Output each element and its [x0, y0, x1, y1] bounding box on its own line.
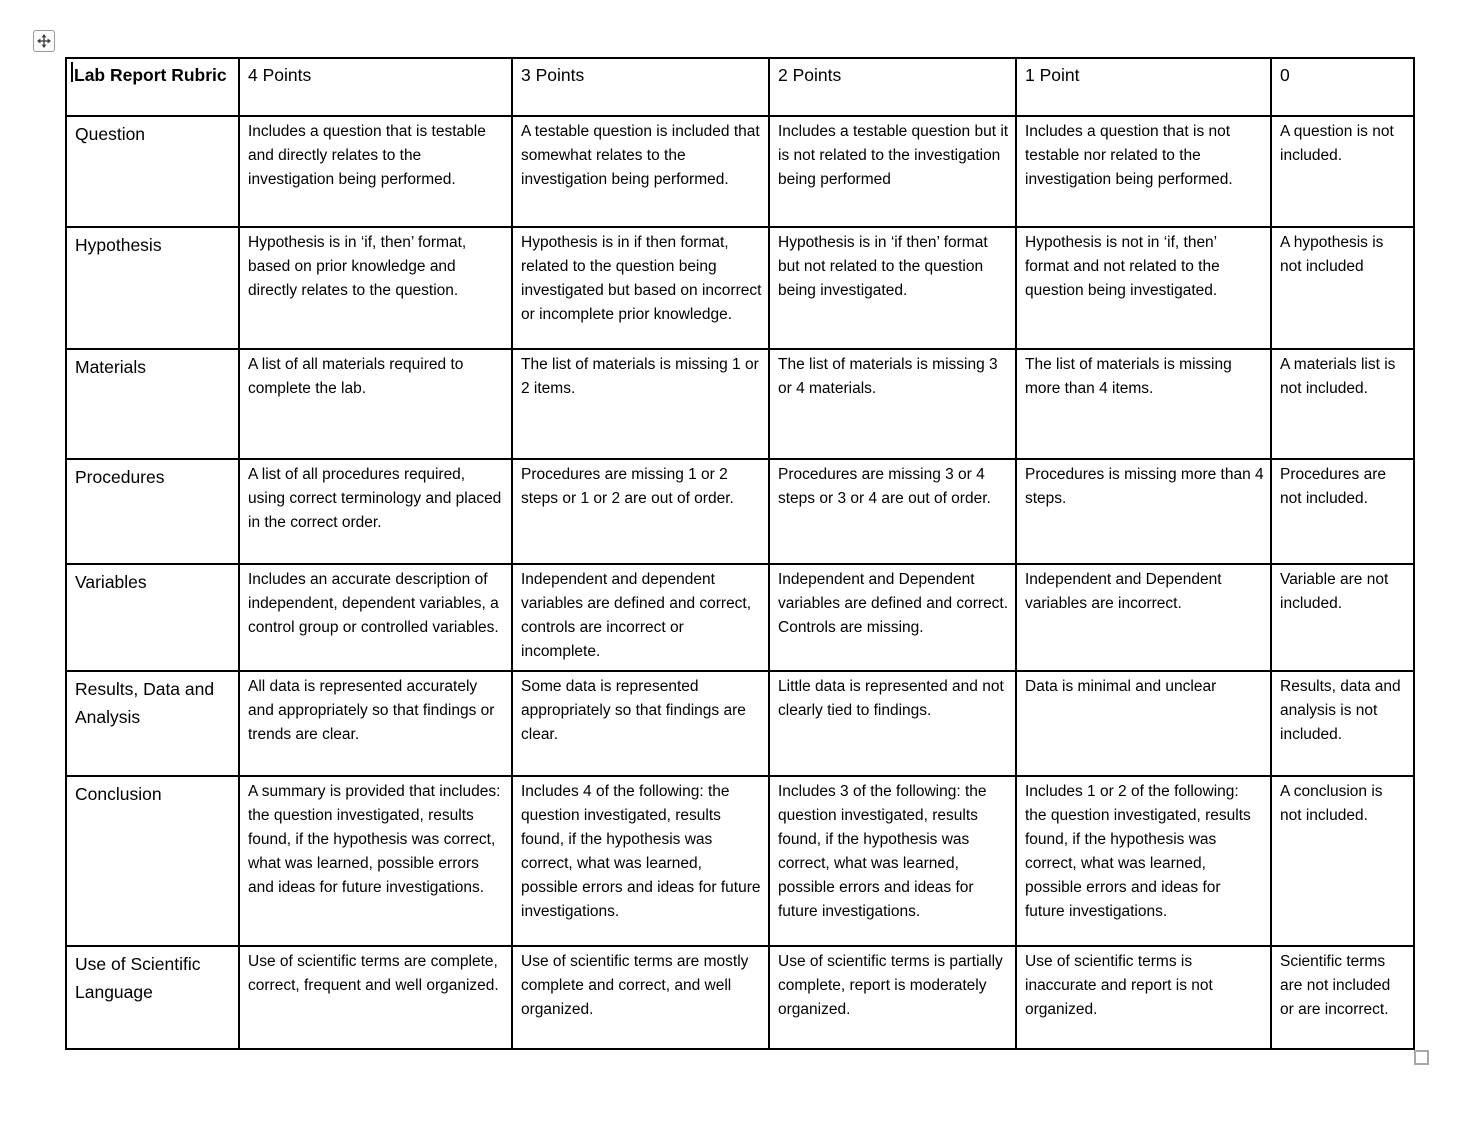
rubric-cell[interactable]: The list of materials is missing 1 or 2 items. [512, 349, 769, 459]
rubric-cell[interactable]: A list of all materials required to complete the lab. [239, 349, 512, 459]
table-row-materials [66, 349, 1414, 459]
rubric-cell[interactable]: Independent and Dependent variables are defined and correct. Controls are missing. [769, 564, 1016, 671]
lab-report-rubric-table [65, 57, 1415, 1050]
rubric-cell[interactable]: Includes a question that is testable and directly relates to the investigation being performed. [239, 116, 512, 227]
rubric-cell[interactable]: Hypothesis is in ‘if then’ format but not related to the question being investigated. [769, 227, 1016, 349]
rubric-cell[interactable]: Use of scientific terms is partially complete, report is moderately organized. [769, 946, 1016, 1049]
rubric-cell[interactable]: Includes a testable question but it is not related to the investigation being performed [769, 116, 1016, 227]
criterion-cell[interactable]: Results, Data and Analysis [66, 671, 239, 776]
rubric-cell[interactable]: Includes a question that is not testable nor related to the investigation being performed. [1016, 116, 1271, 227]
rubric-cell[interactable]: Independent and dependent variables are defined and correct, controls are incorrect or incomplete. [512, 564, 769, 671]
rubric-cell[interactable]: Some data is represented appropriately so that findings are clear. [512, 671, 769, 776]
table-title: Lab Report Rubric [74, 65, 227, 85]
rubric-cell[interactable]: Variable are not included. [1271, 564, 1414, 671]
rubric-cell[interactable]: A hypothesis is not included [1271, 227, 1414, 349]
rubric-cell[interactable]: The list of materials is missing more than 4 items. [1016, 349, 1271, 459]
rubric-cell[interactable]: Hypothesis is not in ‘if, then’ format and not related to the question being investigated. [1016, 227, 1271, 349]
rubric-cell[interactable]: All data is represented accurately and appropriately so that findings or trends are clear. [239, 671, 512, 776]
header-row [66, 58, 1414, 116]
rubric-cell[interactable]: Use of scientific terms are complete, correct, frequent and well organized. [239, 946, 512, 1049]
rubric-cell[interactable]: Results, data and analysis is not included. [1271, 671, 1414, 776]
rubric-cell[interactable]: Includes 1 or 2 of the following: the question investigated, results found, if the hypothesis was correct, what was learned, possible errors and ideas for future investigations. [1016, 776, 1271, 946]
table-row-use-of-scientific-language [66, 946, 1414, 1049]
rubric-cell[interactable]: Data is minimal and unclear [1016, 671, 1271, 776]
criterion-cell[interactable]: Conclusion [66, 776, 239, 946]
rubric-cell[interactable]: Little data is represented and not clearly tied to findings. [769, 671, 1016, 776]
rubric-cell[interactable]: Independent and Dependent variables are incorrect. [1016, 564, 1271, 671]
rubric-cell[interactable]: A materials list is not included. [1271, 349, 1414, 459]
rubric-cell[interactable]: Procedures are missing 3 or 4 steps or 3 or 4 are out of order. [769, 459, 1016, 564]
rubric-cell[interactable]: Includes 4 of the following: the question investigated, results found, if the hypothesis was correct, what was learned, possible errors and ideas for future investigations. [512, 776, 769, 946]
rubric-cell[interactable]: Use of scientific terms are mostly complete and correct, and well organized. [512, 946, 769, 1049]
header-cell-0[interactable]: 0 [1271, 58, 1414, 116]
rubric-cell[interactable]: Procedures are missing 1 or 2 steps or 1 or 2 are out of order. [512, 459, 769, 564]
rubric-cell[interactable]: A question is not included. [1271, 116, 1414, 227]
table-row-procedures [66, 459, 1414, 564]
rubric-cell[interactable]: A conclusion is not included. [1271, 776, 1414, 946]
criterion-cell[interactable]: Materials [66, 349, 239, 459]
rubric-cell[interactable]: The list of materials is missing 3 or 4 materials. [769, 349, 1016, 459]
rubric-cell[interactable]: Hypothesis is in ‘if, then’ format, based on prior knowledge and directly relates to the question. [239, 227, 512, 349]
table-row-conclusion [66, 776, 1414, 946]
criterion-cell[interactable]: Hypothesis [66, 227, 239, 349]
rubric-cell[interactable]: Includes 3 of the following: the question investigated, results found, if the hypothesis was correct, what was learned, possible errors and ideas for future investigations. [769, 776, 1016, 946]
header-cell-4-points[interactable]: 4 Points [239, 58, 512, 116]
criterion-cell[interactable]: Variables [66, 564, 239, 671]
header-cell-3-points[interactable]: 3 Points [512, 58, 769, 116]
four-way-move-arrow-icon [36, 33, 52, 49]
header-cell-title[interactable] [66, 58, 239, 116]
table-row-variables [66, 564, 1414, 671]
rubric-cell[interactable]: Includes an accurate description of independent, dependent variables, a control group or controlled variables. [239, 564, 512, 671]
criterion-cell[interactable]: Procedures [66, 459, 239, 564]
rubric-cell[interactable]: Hypothesis is in if then format, related to the question being investigated but based on incorrect or incomplete prior knowledge. [512, 227, 769, 349]
header-cell-2-points[interactable]: 2 Points [769, 58, 1016, 116]
table-resize-handle[interactable] [1414, 1050, 1429, 1065]
rubric-cell[interactable]: A testable question is included that somewhat relates to the investigation being performed. [512, 116, 769, 227]
table-move-handle[interactable] [33, 30, 55, 52]
rubric-cell[interactable]: Procedures is missing more than 4 steps. [1016, 459, 1271, 564]
text-cursor [71, 62, 73, 82]
header-cell-1-point[interactable]: 1 Point [1016, 58, 1271, 116]
rubric-cell[interactable]: A list of all procedures required, using correct terminology and placed in the correct order. [239, 459, 512, 564]
criterion-cell[interactable]: Use of Scientific Language [66, 946, 239, 1049]
table-row-results-data-analysis [66, 671, 1414, 776]
table-row-question [66, 116, 1414, 227]
rubric-cell[interactable]: Procedures are not included. [1271, 459, 1414, 564]
rubric-cell[interactable]: Scientific terms are not included or are incorrect. [1271, 946, 1414, 1049]
rubric-cell[interactable]: Use of scientific terms is inaccurate and report is not organized. [1016, 946, 1271, 1049]
rubric-cell[interactable]: A summary is provided that includes: the question investigated, results found, if the hypothesis was correct, what was learned, possible errors and ideas for future investigations. [239, 776, 512, 946]
table-row-hypothesis [66, 227, 1414, 349]
criterion-cell[interactable]: Question [66, 116, 239, 227]
